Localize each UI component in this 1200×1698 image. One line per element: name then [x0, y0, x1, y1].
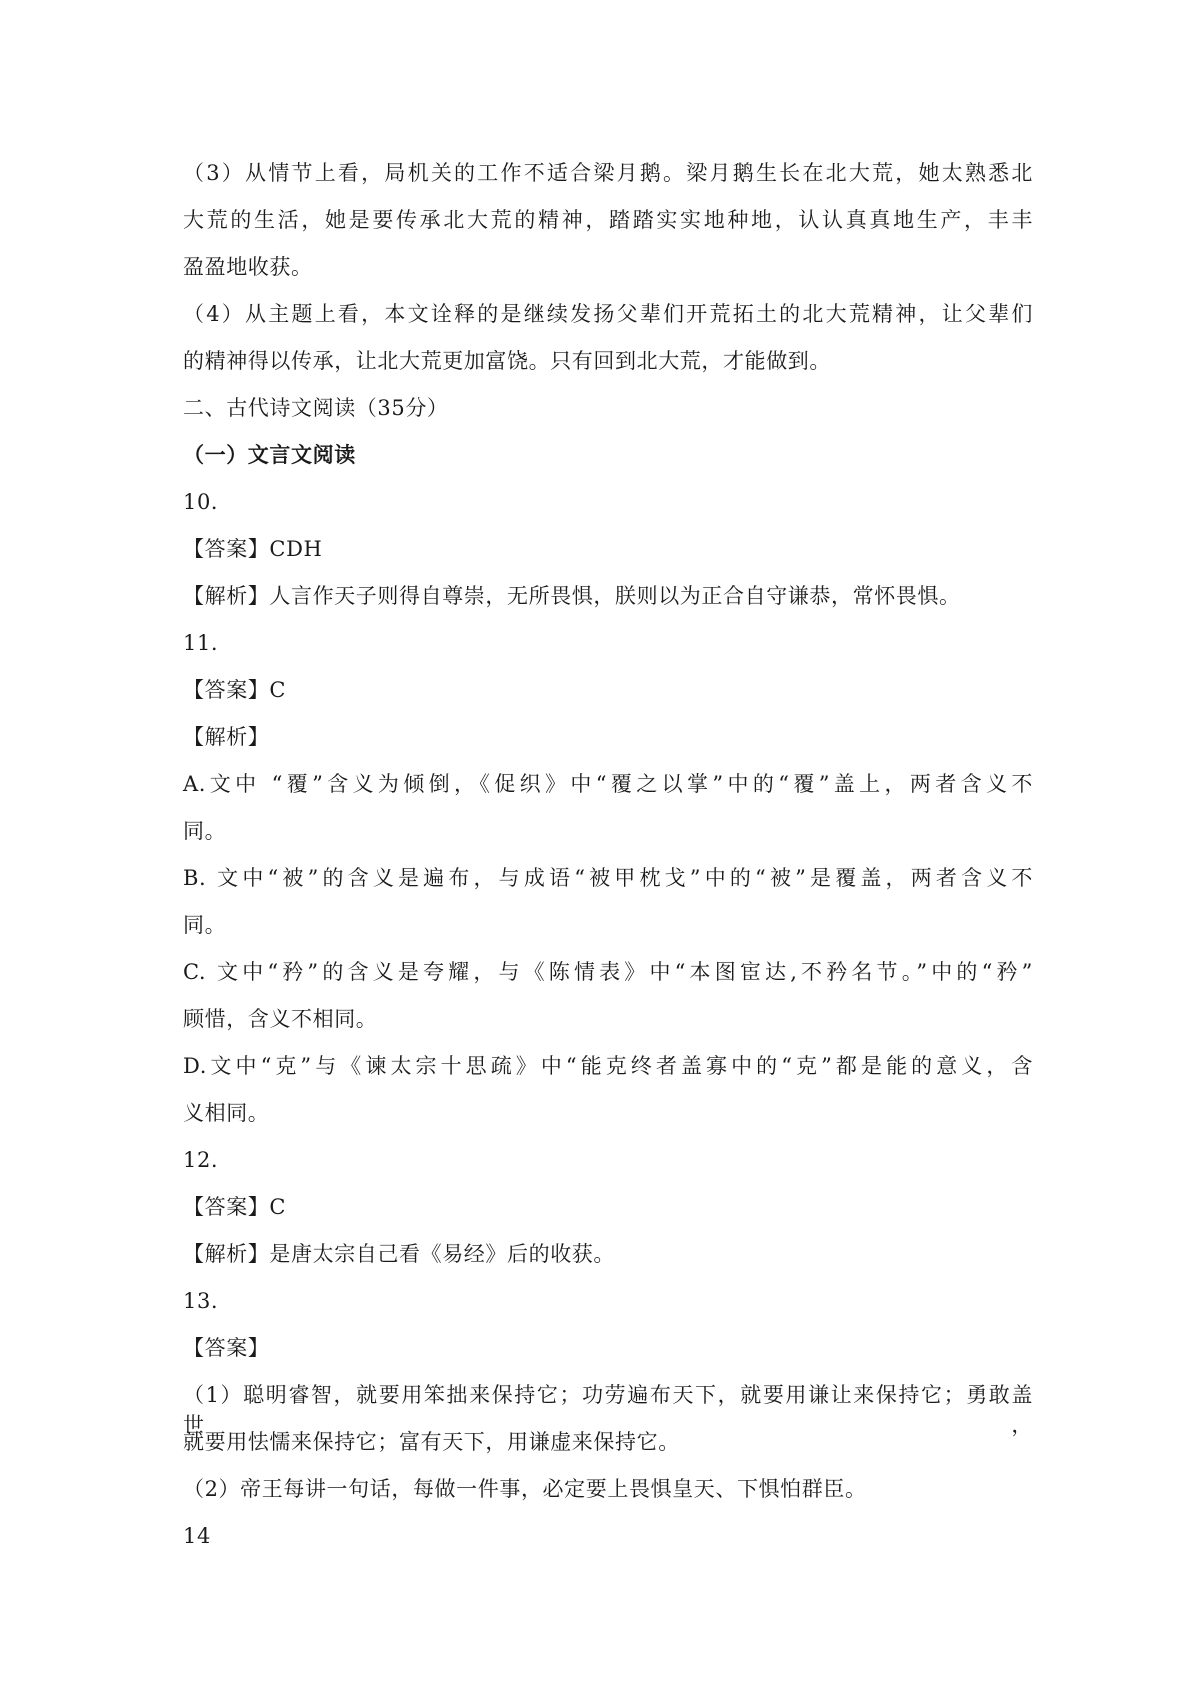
analysis-item-d-cont: 义相同。	[183, 1101, 270, 1125]
analysis-item-c-cont: 顾惜，含义不相同。	[183, 1007, 378, 1031]
answer-line: 【答案】C	[183, 1195, 287, 1219]
subsection-heading: （一）文言文阅读	[183, 442, 356, 467]
question-number: 11.	[183, 631, 219, 655]
analysis-line: 【解析】人言作天子则得自尊崇，无所畏惧，朕则以为正合自守谦恭，常怀畏惧。	[183, 584, 961, 608]
analysis-label: 【解析】	[183, 725, 270, 749]
question-number: 10．	[183, 490, 233, 514]
analysis-item-a: A.文中 “覆”含义为倾倒，《促织》中“覆之以掌”中的“覆”盖上，两者含义不	[183, 772, 1033, 796]
analysis-item-d: D.文中“克”与《谏太宗十思疏》中“能克终者盖寡中的“克”都是能的意义，含	[183, 1054, 1033, 1078]
analysis-item-b: B. 文中“被”的含义是遍布，与成语“被甲枕戈”中的“被”是覆盖，两者含义不	[183, 866, 1033, 890]
answer-line: 【答案】CDH	[183, 537, 323, 561]
translation-line: （2）帝王每讲一句话，每做一件事，必定要上畏惧皇天、下惧怕群臣。	[183, 1477, 867, 1501]
section-heading: 二、古代诗文阅读（35分）	[183, 396, 449, 420]
translation-line: 就要用怯懦来保持它；富有天下，用谦虚来保持它。	[183, 1430, 680, 1454]
paragraph-line: 的精神得以传承，让北大荒更加富饶。只有回到北大荒，才能做到。	[183, 349, 831, 373]
paragraph-line: （3）从情节上看，局机关的工作不适合梁月鹅。梁月鹅生长在北大荒，她太熟悉北	[183, 161, 1033, 185]
paragraph-line: 大荒的生活，她是要传承北大荒的精神，踏踏实实地种地，认认真真地生产，丰丰	[183, 208, 1033, 232]
paragraph-line: （4）从主题上看，本文诠释的是继续发扬父辈们开荒拓土的北大荒精神，让父辈们	[183, 302, 1033, 326]
question-number: 12.	[183, 1148, 219, 1172]
translation-line: （1）聪明睿智，就要用笨拙来保持它；功劳遍布天下，就要用谦让来保持它；勇敢盖世，	[183, 1383, 1033, 1437]
answer-label: 【答案】	[183, 1336, 270, 1360]
paragraph-line: 盈盈地收获。	[183, 255, 313, 279]
analysis-item-b-cont: 同。	[183, 913, 227, 937]
answer-line: 【答案】C	[183, 678, 287, 702]
analysis-line: 【解析】是唐太宗自己看《易经》后的收获。	[183, 1242, 615, 1266]
analysis-item-c: C. 文中“矜”的含义是夸耀，与《陈情表》中“本图宦达,不矜名节。”中的“矜”	[183, 960, 1033, 984]
analysis-item-a-cont: 同。	[183, 819, 227, 843]
question-number: 14	[183, 1524, 211, 1548]
question-number: 13.	[183, 1289, 219, 1313]
